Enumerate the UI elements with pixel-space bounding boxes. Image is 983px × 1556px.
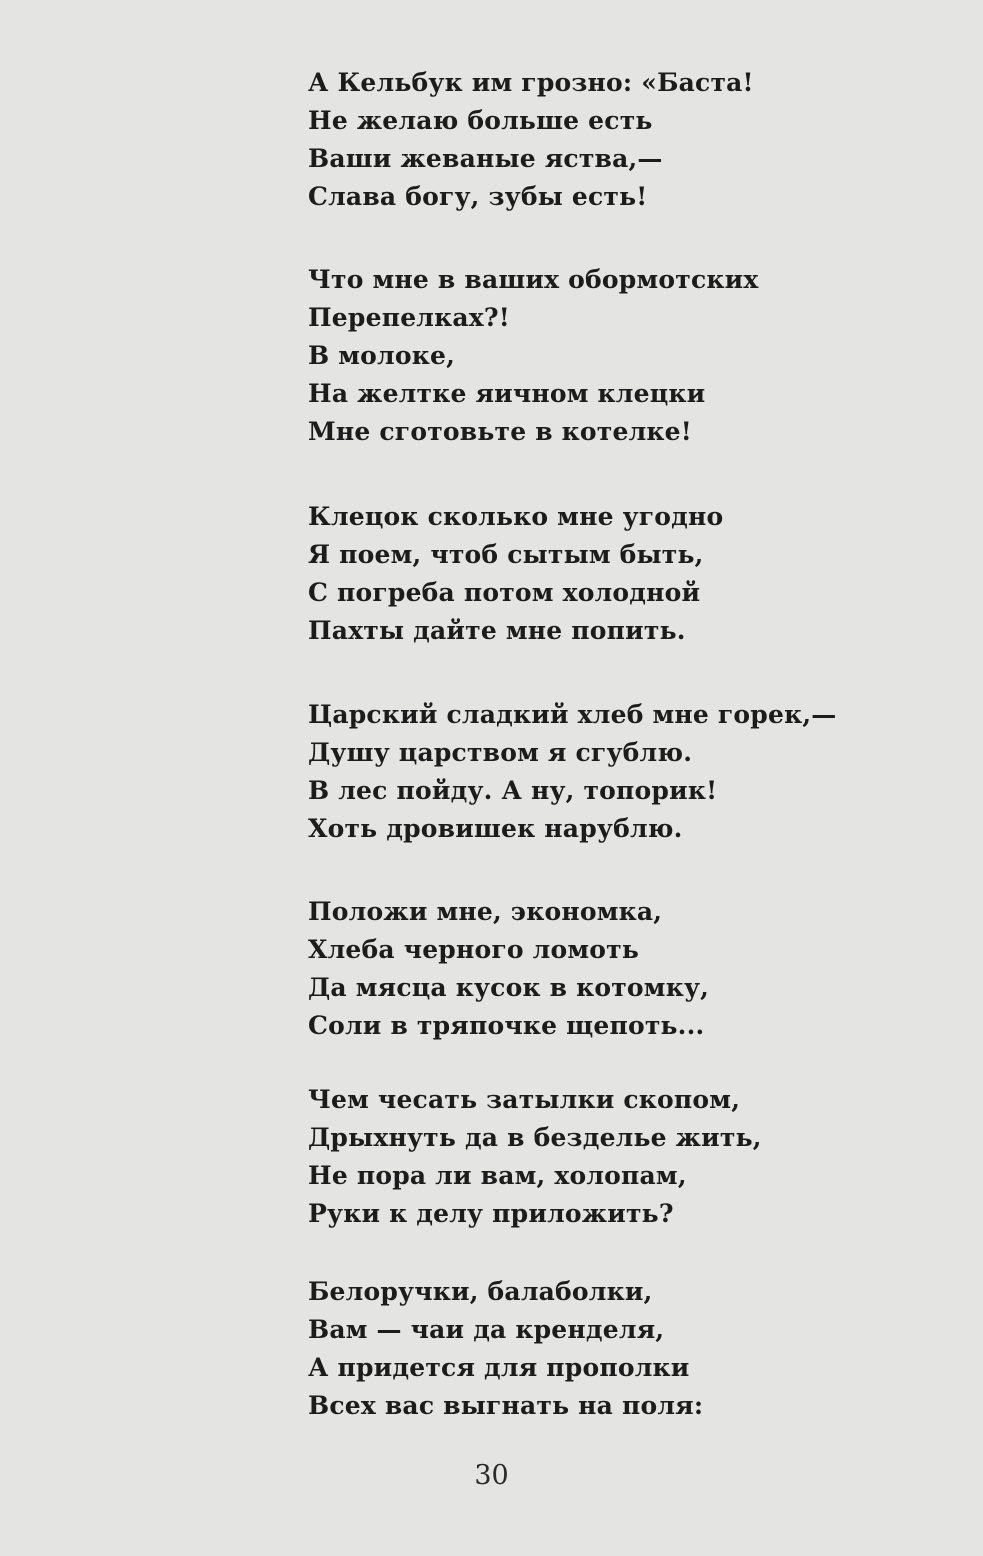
poem-line: Ваши жеваные яства,—: [308, 144, 663, 173]
stanza-6: [308, 1081, 762, 1233]
poem-line: Положи мне, экономка,: [308, 897, 663, 926]
poem-line: Хлеба черного ломоть: [308, 935, 640, 964]
stanza-7: [308, 1273, 703, 1425]
poem-line: Дрыхнуть да в безделье жить,: [308, 1123, 762, 1152]
poem-line: Царский сладкий хлеб мне горек,—: [308, 700, 837, 729]
poem-line: Хоть дровишек нарублю.: [308, 814, 683, 843]
poem-line: Что мне в ваших обормотских: [308, 265, 759, 294]
poem-line: На желтке яичном клецки: [308, 379, 706, 408]
poem-line: Перепелках?!: [308, 303, 510, 332]
poem-line: Слава богу, зубы есть!: [308, 182, 648, 211]
poem-line: Вам — чаи да кренделя,: [308, 1315, 665, 1344]
poem-line: Я поем, чтоб сытым быть,: [308, 540, 704, 569]
stanza-3: [308, 498, 723, 650]
poem-line: С погреба потом холодной: [308, 578, 701, 607]
poem-line: Руки к делу приложить?: [308, 1199, 674, 1228]
poem-line: Всех вас выгнать на поля:: [308, 1391, 704, 1420]
stanza-5: [308, 893, 709, 1045]
poem-line: Душу царством я сгублю.: [308, 738, 693, 767]
poem-line: В лес пойду. А ну, топорик!: [308, 776, 718, 805]
poem-line: Мне сготовьте в котелке!: [308, 417, 692, 446]
poem-line: Клецок сколько мне угодно: [308, 502, 724, 531]
poem-line: А придется для прополки: [308, 1353, 690, 1382]
poem-line: Не пора ли вам, холопам,: [308, 1161, 687, 1190]
page-number: 30: [474, 1460, 509, 1491]
poem-line: Белоручки, балаболки,: [308, 1277, 653, 1306]
stanza-2: [308, 261, 759, 451]
poem-line: Соли в тряпочке щепоть...: [308, 1011, 705, 1040]
stanza-4: [308, 696, 836, 848]
poem-line: Не желаю больше есть: [308, 106, 653, 135]
poem-line: Пахты дайте мне попить.: [308, 616, 686, 645]
poem-line: Чем чесать затылки скопом,: [308, 1085, 741, 1114]
poem-line: Да мясца кусок в котомку,: [308, 973, 710, 1002]
poem-line: В молоке,: [308, 341, 455, 370]
stanza-1: [308, 64, 754, 216]
poem-line: А Кельбук им грозно: «Баста!: [308, 68, 754, 97]
